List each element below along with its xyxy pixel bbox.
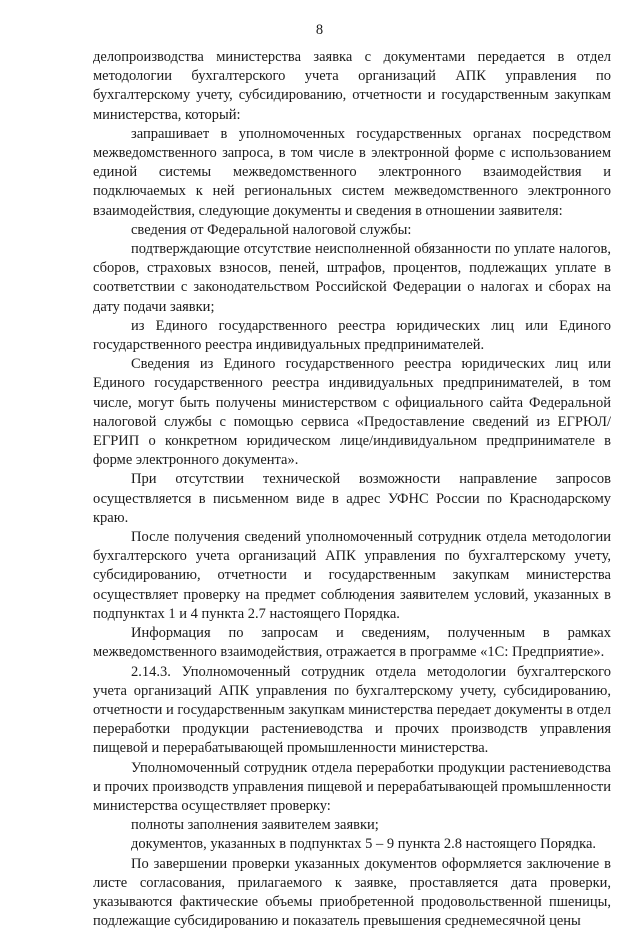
paragraph: По завершении проверки указанных документов оформляется заключение в листе согласования, прилагаемого к заявке, проставляется дата проверки, указываются фактические объемы приобретенной продовольственной пшеницы, подлежащие субсидированию и показатель превышения среднемесячной цены (93, 855, 611, 930)
paragraph: документов, указанных в подпунктах 5 – 9 пункта 2.8 настоящего Порядка. (131, 836, 597, 853)
paragraph: подтверждающие отсутствие неисполненной обязанности по уплате налогов, сборов, страховых взносов, пеней, штрафов, процентов, подлежащих уплате в соответствии с законодательством Российской Федерации о налогах и сборах на дату подачи заявки; (93, 241, 611, 315)
paragraph: После получения сведений уполномоченный сотрудник отдела методологии бухгалтерского учета организаций АПК управления по бухгалтерскому учету, субсидированию, отчетности и государственным закупкам министерства осуществляет проверку на предмет соблюдения заявителем условий, указанных в подпунктах 1 и 4 пункта 2.7 настоящего Порядка. (93, 529, 611, 622)
paragraph: Сведения из Единого государственного реестра юридических лиц или Единого государственного реестра индивидуальных предпринимателей, в том числе, могут быть получены министерством с официального сайта Федеральной налоговой службы с помощью сервиса «Предоставление сведений из ЕГРЮЛ/ЕГРИП о конкретном юридическом лице/индивидуальном предпринимателе в форме электронного документа». (93, 356, 611, 469)
paragraph: сведения от Федеральной налоговой службы: (131, 221, 412, 238)
document-body (93, 48, 611, 931)
paragraph: Информация по запросам и сведениям, полученным в рамках межведомственного взаимодействия, отражается в программе «1С: Предприятие». (93, 625, 611, 661)
paragraph: запрашивает в уполномоченных государственных органах посредством межведомственного запроса, в том числе в электронной форме с использованием единой системы межведомственного электронного взаимодействия и подключаемых к ней региональных систем межведомственного электронного взаимодействия, следующие документы и сведения в отношении заявителя: (93, 125, 611, 219)
paragraph: делопроизводства министерства заявка с документами передается в отдел методологии бухгалтерского учета организаций АПК управления по бухгалтерскому учету, субсидированию, отчетности и государственным закупкам министерства, который: (93, 49, 611, 123)
paragraph: полноты заполнения заявителем заявки; (131, 817, 379, 834)
paragraph: Уполномоченный сотрудник отдела переработки продукции растениеводства и прочих производств управления пищевой и перерабатывающей промышленности министерства осуществляет проверку: (93, 759, 611, 814)
page-number: 8 (315, 22, 324, 38)
paragraph: 2.14.3. Уполномоченный сотрудник отдела методологии бухгалтерского учета организаций АПК управления по бухгалтерскому учету, субсидированию, отчетности и государственным закупкам министерства передает документы в отдел переработки продукции растениеводства и прочих производств управления пищевой и перерабатывающей промышленности министерства. (93, 663, 611, 757)
paragraph: При отсутствии технической возможности направление запросов осуществляется в письменном виде в адрес УФНС России по Краснодарскому краю. (93, 471, 611, 526)
paragraph: из Единого государственного реестра юридических лиц или Единого государственного реестра индивидуальных предпринимателей. (93, 317, 611, 354)
